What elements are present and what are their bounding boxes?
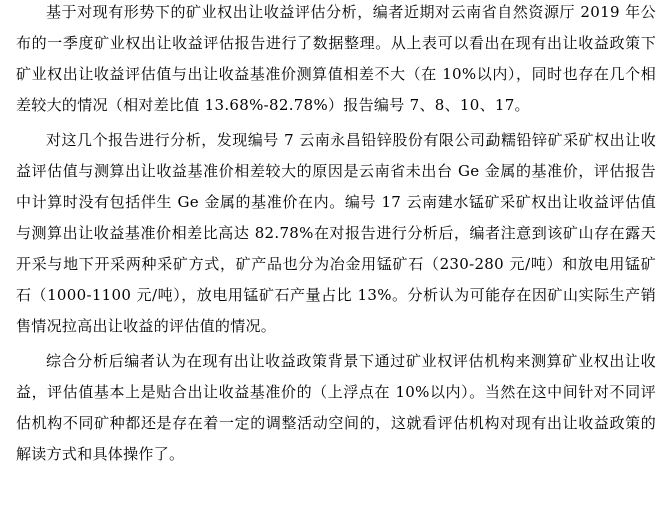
paragraph-conclusion: 综合分析后编者认为在现有出让收益政策背景下通过矿业权评估机构来测算矿业权出让收益，评估值基本上是贴合出让收益基准价的（上浮点在 10%以内）。当然在这中间针对不同评估机构不同矿种都还是存在着一定的调整活动空间的，这就看评估机构对现有出让收益政策的解读方式和具体操作了。 bbox=[16, 352, 656, 463]
paragraph-analysis-intro: 基于对现有形势下的矿业权出让收益评估分析，编者近期对云南省自然资源厅 2019 年公布的一季度矿业权出让收益评估报告进行了数据整理。从上表可以看出在现有出让收益政策下矿业权出让收益评估值与出让收益基准价测算值相差不大（在 10%以内），同时也存在几个相差较大的情况（相对差比值 13.68%-82.78%）报告编号 7、8、10、17。 bbox=[16, 3, 656, 114]
paragraph-report-analysis: 对这几个报告进行分析，发现编号 7 云南永昌铅锌股份有限公司勐糯铅锌矿采矿权出让收益评估值与测算出让收益基准价相差较大的原因是云南省未出台 Ge 金属的基准价，评估报告中计算时没有包括伴生 Ge 金属的基准价在内。编号 17 云南建水锰矿采矿权出让收益评估值与测算出让收益基准价相差比高达 82.78%在对报告进行分析后，编者注意到该矿山存在露天开采与地下开采两种采矿方式，矿产品也分为冶金用锰矿石（230-280 元/吨）和放电用锰矿石（1000-1100 元/吨），放电用锰矿石产量占比 13%。分析认为可能存在因矿山实际生产销售情况拉高出让收益的评估值的情况。 bbox=[16, 131, 656, 335]
